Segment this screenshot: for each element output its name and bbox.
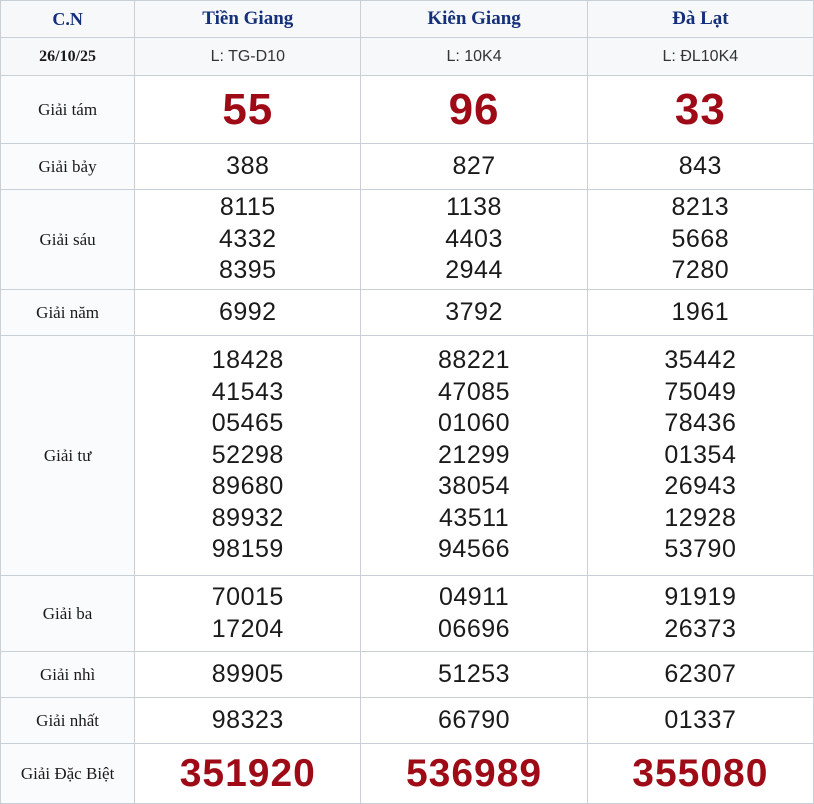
prize-number: 351920 bbox=[179, 751, 316, 795]
prize-cell-g5-p1 bbox=[135, 290, 361, 336]
table-row bbox=[1, 576, 814, 652]
prize-number: 89680 bbox=[211, 472, 284, 501]
prize-number: 35442 bbox=[664, 346, 737, 375]
table-header-row bbox=[1, 1, 814, 38]
table-row bbox=[1, 698, 814, 744]
prize-label-g7: Giải bảy bbox=[1, 144, 135, 190]
prize-number: 3792 bbox=[445, 297, 503, 326]
header-province-1: Tiền Giang bbox=[135, 1, 361, 38]
prize-number: 05465 bbox=[211, 409, 284, 438]
prize-cell-g6-p2 bbox=[361, 190, 587, 290]
prize-number: 52298 bbox=[211, 440, 284, 469]
prize-number: 55 bbox=[222, 84, 274, 134]
prize-number: 98323 bbox=[211, 705, 284, 734]
prize-number: 827 bbox=[452, 151, 496, 180]
prize-cell-g1-p2 bbox=[361, 698, 587, 744]
prize-cell-g2-p3 bbox=[587, 652, 813, 698]
prize-number: 33 bbox=[674, 84, 726, 134]
prize-number: 01354 bbox=[664, 440, 737, 469]
ticket-code-3: L: ĐL10K4 bbox=[587, 38, 813, 76]
prize-number: 89905 bbox=[211, 659, 284, 688]
prize-cell-g3-p3 bbox=[587, 576, 813, 652]
prize-number: 8213 bbox=[671, 193, 730, 222]
table-row bbox=[1, 190, 814, 290]
prize-number: 89932 bbox=[211, 503, 284, 532]
prize-number: 26943 bbox=[664, 472, 737, 501]
prize-number: 53790 bbox=[664, 535, 737, 564]
table-row bbox=[1, 144, 814, 190]
prize-cell-g2-p1 bbox=[135, 652, 361, 698]
prize-number: 01060 bbox=[438, 409, 511, 438]
prize-cell-g8-p2 bbox=[361, 76, 587, 144]
prize-number: 66790 bbox=[438, 705, 511, 734]
prize-cell-g3-p1 bbox=[135, 576, 361, 652]
prize-cell-g7-p3 bbox=[587, 144, 813, 190]
prize-number: 01337 bbox=[664, 705, 737, 734]
table-row bbox=[1, 336, 814, 576]
prize-number: 6992 bbox=[218, 297, 277, 326]
prize-number: 4403 bbox=[445, 224, 503, 253]
prize-cell-special-p1 bbox=[135, 744, 361, 804]
header-province-2: Kiên Giang bbox=[361, 1, 587, 38]
prize-cell-g3-p2 bbox=[361, 576, 587, 652]
prize-number: 78436 bbox=[664, 409, 737, 438]
prize-number: 38054 bbox=[438, 472, 511, 501]
prize-cell-g6-p3 bbox=[587, 190, 813, 290]
prize-number: 21299 bbox=[438, 440, 511, 469]
prize-number: 2944 bbox=[445, 256, 503, 285]
prize-number: 91919 bbox=[664, 583, 737, 611]
prize-cell-special-p2 bbox=[361, 744, 587, 804]
prize-cell-g8-p3 bbox=[587, 76, 813, 144]
prize-number: 18428 bbox=[211, 346, 284, 375]
table-row bbox=[1, 652, 814, 698]
table-row bbox=[1, 744, 814, 804]
prize-number: 843 bbox=[678, 151, 722, 180]
prize-cell-g7-p1 bbox=[135, 144, 361, 190]
prize-label-special: Giải Đặc Biệt bbox=[1, 744, 135, 804]
prize-number: 96 bbox=[448, 84, 500, 134]
header-cn-label: C.N bbox=[1, 1, 135, 38]
prize-number: 62307 bbox=[664, 659, 737, 688]
prize-cell-g1-p1 bbox=[135, 698, 361, 744]
prize-label-g1: Giải nhất bbox=[1, 698, 135, 744]
table-subheader-row bbox=[1, 38, 814, 76]
prize-number: 388 bbox=[226, 151, 270, 180]
prize-number: 355080 bbox=[632, 751, 769, 795]
prize-cell-special-p3 bbox=[587, 744, 813, 804]
prize-label-g5: Giải năm bbox=[1, 290, 135, 336]
table-row bbox=[1, 76, 814, 144]
prize-cell-g5-p3 bbox=[587, 290, 813, 336]
prize-number: 98159 bbox=[211, 535, 284, 564]
prize-number: 7280 bbox=[671, 256, 730, 285]
prize-number: 1961 bbox=[671, 297, 730, 326]
prize-cell-g7-p2 bbox=[361, 144, 587, 190]
prize-number: 94566 bbox=[438, 535, 511, 564]
prize-label-g4: Giải tư bbox=[1, 336, 135, 576]
prize-number: 26373 bbox=[664, 614, 737, 643]
prize-cell-g5-p2 bbox=[361, 290, 587, 336]
prize-number: 47085 bbox=[438, 377, 511, 406]
prize-number: 536989 bbox=[405, 751, 543, 795]
prize-cell-g4-p3 bbox=[587, 336, 813, 576]
draw-date: 26/10/25 bbox=[1, 38, 135, 76]
prize-label-g6: Giải sáu bbox=[1, 190, 135, 290]
prize-cell-g2-p2 bbox=[361, 652, 587, 698]
prize-number: 41543 bbox=[211, 377, 284, 406]
header-province-3: Đà Lạt bbox=[587, 1, 813, 38]
prize-label-g8: Giải tám bbox=[1, 76, 135, 144]
prize-number: 8115 bbox=[219, 193, 276, 222]
prize-label-g2: Giải nhì bbox=[1, 652, 135, 698]
prize-number: 17204 bbox=[211, 614, 284, 643]
prize-cell-g6-p1 bbox=[135, 190, 361, 290]
prize-number: 04911 bbox=[438, 583, 510, 611]
prize-number: 51253 bbox=[438, 659, 511, 688]
prize-cell-g4-p1 bbox=[135, 336, 361, 576]
prize-number: 06696 bbox=[438, 614, 511, 643]
prize-number: 12928 bbox=[664, 503, 737, 532]
prize-number: 5668 bbox=[671, 224, 730, 253]
prize-number: 4332 bbox=[218, 224, 277, 253]
ticket-code-2: L: 10K4 bbox=[361, 38, 587, 76]
prize-number: 8395 bbox=[218, 256, 277, 285]
prize-number: 70015 bbox=[211, 583, 284, 611]
ticket-code-1: L: TG-D10 bbox=[135, 38, 361, 76]
prize-cell-g1-p3 bbox=[587, 698, 813, 744]
prize-number: 88221 bbox=[438, 346, 511, 375]
prize-number: 43511 bbox=[438, 503, 510, 532]
prize-cell-g8-p1 bbox=[135, 76, 361, 144]
prize-cell-g4-p2 bbox=[361, 336, 587, 576]
prize-label-g3: Giải ba bbox=[1, 576, 135, 652]
prize-number: 75049 bbox=[664, 377, 737, 406]
prize-number: 1138 bbox=[446, 193, 502, 222]
table-row bbox=[1, 290, 814, 336]
